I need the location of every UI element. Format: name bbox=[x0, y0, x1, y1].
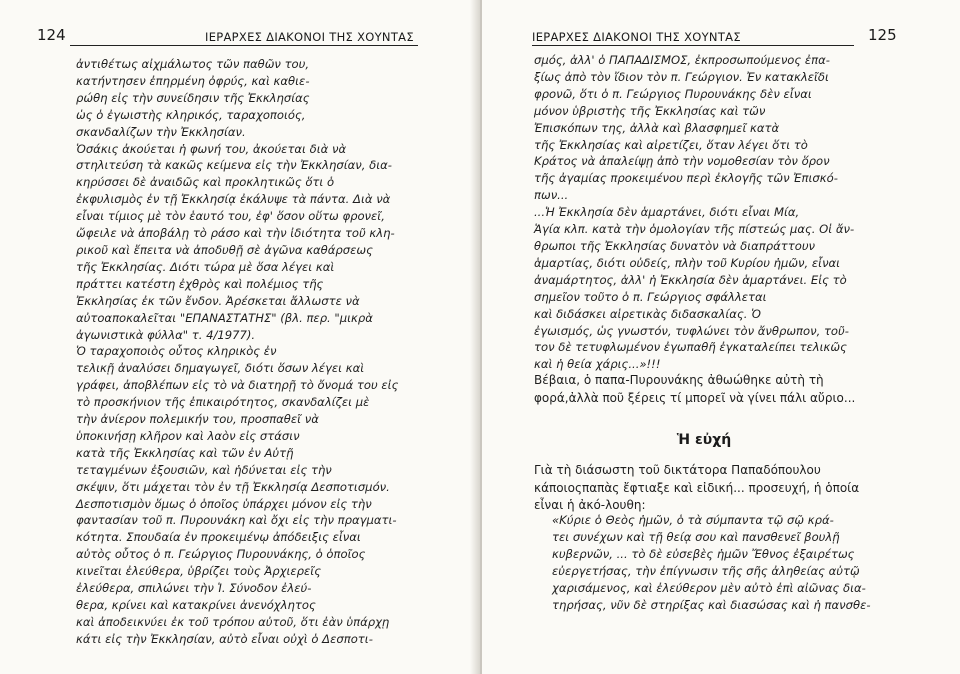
text-line: εἶναι τίμιος μὲ τὸν ἑαυτό του, ἐφ' ὅσον οὕτω φρονεῖ, bbox=[76, 209, 385, 224]
text-line: αὐτοαποκαλεῖται "ΕΠΑΝΑΣΤΑΤΗΣ" (βλ. περ. "μικρὰ bbox=[76, 310, 373, 325]
text-line: παπὰς ἔφτιαξε καὶ εἰδική... προσευχή, ἡ ὁποία εἶναι ἡ ἀκό- bbox=[534, 480, 860, 512]
left-body-text bbox=[76, 56, 400, 648]
text-line: ξίως ἀπὸ τὸν ἴδιον τὸν π. Γεώργιον. Ἐν κατακλεῖδι bbox=[534, 69, 829, 84]
text-line: ὤφειλε νὰ ἀποβάλῃ τὸ ράσο καὶ τὴν ἰδιότητα τοῦ κλη- bbox=[76, 226, 395, 241]
text-line: αὐτὸς οὗτος ὁ π. Γεώργιος Πυρουνάκης, ὁ ὁποῖος bbox=[76, 547, 366, 562]
intro-paragraph bbox=[534, 462, 874, 515]
text-line: φαντασίαν τοῦ π. Πυρουνάκη καὶ ὄχι εἰς τὴν πραγματι- bbox=[76, 513, 397, 528]
text-line: ὑποκινήσῃ κλῆρον καὶ λαὸν εἰς στάσιν bbox=[76, 428, 300, 443]
text-line: κότητα. Σπουδαία ἐν προκειμένῳ ἀπόδειξις εἶναι bbox=[76, 530, 361, 545]
section-heading: Ἡ εὐχή bbox=[676, 432, 732, 448]
right-body-text bbox=[534, 52, 874, 373]
header-rule bbox=[70, 45, 418, 46]
text-line: ἀναμάρτητος, ἀλλ' ἡ Ἐκκλησία δὲν ἁμαρτάνει. Εἰς τὸ bbox=[534, 272, 847, 287]
text-line: καὶ ἀποδεικνύει ἐκ τοῦ τρόπου αὐτοῦ, ὅτι ἐὰν ὑπάρχῃ bbox=[76, 614, 390, 629]
text-line: Ἐπισκόπων της, ἀλλὰ καὶ βλασφημεῖ κατὰ bbox=[534, 120, 780, 135]
text-line: ἐλεύθερα, σπιλώνει τὴν Ἱ. Σύνοδον ἐλεύ- bbox=[76, 581, 312, 596]
text-line: Βέβαια, ὁ παπα-Πυρουνάκης ἀθωώθηκε αὐτὴ τὴ φορά, bbox=[534, 373, 824, 405]
text-line: «Κύριε ὁ Θεὸς ἡμῶν, ὁ τὰ σύμπαντα τῷ σῷ κρά- bbox=[552, 513, 834, 527]
text-line: Κράτος νὰ ἀπαλείψῃ ἀπὸ τὴν νομοθεσίαν τὸν ὅρον bbox=[534, 154, 830, 169]
left-page bbox=[0, 0, 478, 674]
running-head: ΙΕΡΑΡΧΕΣ ΔΙΑΚΟΝΟΙ ΤΗΣ ΧΟΥΝΤΑΣ bbox=[205, 30, 414, 44]
text-line: φρονῶ, ὅτι ὁ π. Γεώργιος Πυρουνάκης δὲν εἶναι bbox=[534, 86, 812, 101]
text-line: σημεῖον τοῦτο ὁ π. Γεώργιος σφάλλεται bbox=[534, 289, 767, 304]
text-line: τὸ προσκήνιον τῆς ἐπικαιρότητος, σκανδαλίζει μὲ bbox=[76, 395, 370, 410]
text-line: Ὁ ταραχοποιὸς οὗτος κληρικὸς ἐν bbox=[76, 344, 277, 359]
text-line: τῆς ἀγαμίας προκειμένου περὶ ἐκλογῆς τῶν Ἐπισκό- bbox=[534, 171, 838, 186]
text-line: κάτι εἰς τὴν Ἐκκλησίαν, αὐτὸ εἶναι οὐχὶ ὁ Δεσποτι- bbox=[76, 631, 373, 646]
text-line: χαρισάμενος, καὶ ἐλεύθερον μὲν αὐτὸ ἐπὶ αἰῶνας δια- bbox=[552, 580, 866, 595]
text-line: πράττει κατέστη ἐχθρὸς καὶ πολέμιος τῆς bbox=[76, 276, 324, 291]
text-line: πων... bbox=[534, 188, 569, 203]
text-line: σκανδαλίζων τὴν Ἐκκλησίαν. bbox=[76, 124, 246, 139]
text-line: ...Ἡ Ἐκκλησία δὲν ἁμαρτάνει, διότι εἶναι Μία, bbox=[534, 205, 800, 220]
text-line: τεταγμένων ἐξουσιῶν, καὶ ἠδύνεται εἰς τὴν bbox=[76, 462, 332, 477]
text-line: τον δὲ τετυφλωμένον ἐγωπαθῆ ἐγκαταλείπει τελικῶς bbox=[534, 340, 847, 355]
text-line: ὡς ὁ ἐγωιστὴς κληρικός, ταραχοποιός, bbox=[76, 107, 306, 122]
text-line: τελικῇ ἀναλύσει δημαγωγεῖ, διότι ὅσων λέγει καὶ bbox=[76, 361, 365, 376]
text-line: τῆς Ἐκκλησίας. Διότι τώρα μὲ ὅσα λέγει καὶ bbox=[76, 259, 335, 274]
page-number: 124 bbox=[37, 26, 66, 44]
text-line: γράφει, ἀποβλέπων εἰς τὸ νὰ διατηρῇ τὸ ὄνομά του εἰς bbox=[76, 378, 399, 393]
text-line: σμός, ἀλλ' ὁ ΠΑΠΑΔΙΣΜΟΣ, ἐκπροσωπούμενος ἐπα- bbox=[534, 53, 830, 67]
text-line: τει συνέχων καὶ τῇ θείᾳ σου καὶ πανσθενεῖ βουλῇ bbox=[552, 529, 840, 544]
text-line: σκέψιν, ὅτι μάχεται τὸν ἐν τῇ Ἐκκλησίᾳ Δεσποτισμόν. bbox=[76, 479, 390, 494]
text-line: Ἐκκλησίας ἐκ τῶν ἔνδον. Ἀρέσκεται ἄλλωστε νὰ bbox=[76, 293, 360, 308]
text-line: κηρύσσει δὲ ἀναιδῶς καὶ προκλητικῶς ὅτι ὁ bbox=[76, 175, 335, 190]
text-line: λουθη: bbox=[605, 498, 646, 512]
text-line: Γιὰ τὴ διάσωστη τοῦ δικτάτορα Παπαδόπουλου κάποιος bbox=[534, 463, 821, 495]
text-line: θρωποι τῆς Ἐκκλησίας δυνατὸν νὰ διαπράττουν bbox=[534, 238, 816, 253]
text-line: τῆς Ἐκκλησίας καὶ αἱρετίζει, ὅταν λέγει ὅτι τὸ bbox=[534, 137, 808, 152]
text-line: κατὰ τῆς Ἐκκλησίας καὶ τῶν ἐν Αὐτῇ bbox=[76, 445, 294, 460]
text-line: Δεσποτισμὸν ὅμως ὁ ὁποῖος ὑπάρχει μόνον εἰς τὴν bbox=[76, 496, 372, 511]
text-line: Ὁσάκις ἀκούεται ἡ φωνή του, ἀκούεται διὰ νὰ bbox=[76, 141, 347, 156]
right-page bbox=[482, 0, 960, 674]
text-line: κυβερνῶν, ... τὸ δὲ εὐσεβὲς ἡμῶν Ἔθνος ἐξαιρέτως bbox=[552, 546, 855, 561]
text-line: τὴν ἀνίερον πολεμικήν του, προσπαθεῖ νὰ bbox=[76, 412, 319, 427]
header-rule bbox=[532, 45, 854, 46]
text-line: εὐεργετήσας, τὴν ἐπίγνωσιν τῆς σῆς ἀληθείας αὐτῷ bbox=[552, 563, 860, 578]
text-line: ρώθη εἰς τὴν συνείδησιν τῆς Ἐκκλησίας bbox=[76, 90, 310, 105]
text-line: ἐγωισμός, ὡς γνωστόν, τυφλώνει τὸν ἄνθρωπον, τοῦ- bbox=[534, 323, 849, 338]
prayer-text bbox=[552, 512, 874, 613]
text-line: καὶ διδάσκει αἱρετικὰς διδασκαλίας. Ὁ bbox=[534, 306, 761, 321]
text-line: θερα, κρίνει καὶ κατακρίνει ἀνενόχλητος bbox=[76, 598, 316, 612]
text-line: κατήντησεν ἐπηρμένη ὀφρύς, καὶ καθιε- bbox=[76, 73, 310, 88]
text-line: ἀλλὰ ποῦ ξέρεις τί μπορεῖ νὰ γίνει πάλι αὔριο... bbox=[568, 390, 856, 405]
text-line: τηρήσας, νῦν δὲ στηρίξας καὶ διασώσας καὶ ἡ πανσθε- bbox=[552, 597, 871, 612]
text-line: κινεῖται ἐλεύθερα, ὑβρίζει τοὺς Ἀρχιερεῖς bbox=[76, 564, 322, 579]
text-line: καὶ ἡ θεία χάρις...»!!! bbox=[534, 357, 661, 372]
text-line: ρικοῦ καὶ ἔπειτα νὰ ἀποδυθῇ σὲ ἀγῶνα καθάρσεως bbox=[76, 242, 373, 257]
running-head: ΙΕΡΑΡΧΕΣ ΔΙΑΚΟΝΟΙ ΤΗΣ ΧΟΥΝΤΑΣ bbox=[532, 30, 741, 44]
text-line: μόνον ὑβριστὴς τῆς Ἐκκλησίας καὶ τῶν bbox=[534, 103, 766, 118]
closing-paragraph bbox=[534, 372, 874, 407]
text-line: στηλιτεύση τὰ κακῶς κείμενα εἰς τὴν Ἐκκλησίαν, δια- bbox=[76, 158, 392, 173]
text-line: ἀγωνιστικὰ φύλλα" τ. 4/1977). bbox=[76, 327, 256, 342]
page-number: 125 bbox=[868, 26, 897, 44]
text-line: ἁμαρτίας, διότι οὐδείς, πλὴν τοῦ Κυρίου ἡμῶν, εἶναι bbox=[534, 255, 841, 270]
text-line: ἐκφυλισμὸς ἐν τῇ Ἐκκλησίᾳ ἐκάλυψε τὰ πάντα. Διὰ νὰ bbox=[76, 192, 391, 207]
text-line: Ἁγία κλπ. κατὰ τὴν ὁμολογίαν τῆς πίστεώς μας. Οἱ ἄν- bbox=[534, 222, 855, 237]
text-line: ἀντιθέτως αἰχμάλωτος τῶν παθῶν του, bbox=[76, 57, 310, 71]
